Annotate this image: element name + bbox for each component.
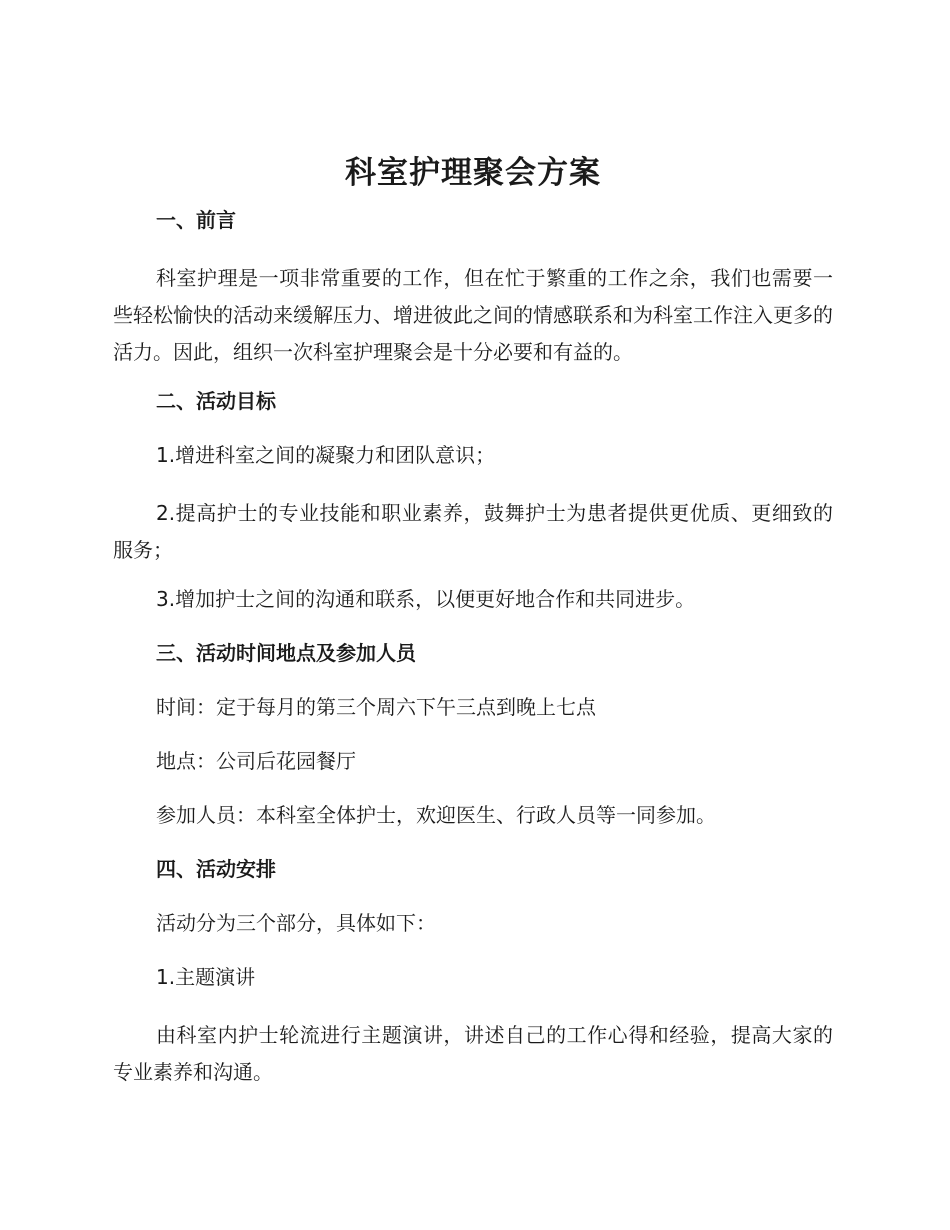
section-heading-schedule: 四、活动安排: [156, 857, 276, 881]
event-location: 地点：公司后花园餐厅: [156, 749, 356, 773]
paragraph-preface: 科室护理是一项非常重要的工作，但在忙于繁重的工作之余，我们也需要一些轻松愉快的活动来缓解压力、增进彼此之间的情感联系和为科室工作注入更多的活力。因此，组织一次科室护理聚会是十分必要和有益的。: [113, 266, 833, 364]
section-heading-goals: 二、活动目标: [156, 389, 276, 413]
document-title: 科室护理聚会方案: [345, 155, 601, 191]
event-participants: 参加人员：本科室全体护士，欢迎医生、行政人员等一同参加。: [156, 803, 716, 827]
goal-item-1: 1.增进科室之间的凝聚力和团队意识；: [156, 443, 496, 467]
event-time: 时间：定于每月的第三个周六下午三点到晚上七点: [156, 695, 596, 719]
goal-item-2: 2.提高护士的专业技能和职业素养，鼓舞护士为患者提供更优质、更细致的服务；: [113, 501, 833, 562]
goal-item-3: 3.增加护士之间的沟通和联系，以便更好地合作和共同进步。: [156, 587, 696, 611]
schedule-intro: 活动分为三个部分，具体如下：: [156, 911, 436, 935]
section-heading-time-place: 三、活动时间地点及参加人员: [156, 641, 416, 665]
section-heading-preface: 一、前言: [156, 208, 236, 232]
schedule-item-1-desc: 由科室内护士轮流进行主题演讲，讲述自己的工作心得和经验，提高大家的专业素养和沟通。: [113, 1023, 833, 1084]
schedule-item-1-title: 1.主题演讲: [156, 965, 256, 989]
document-body: [113, 150, 833, 1107]
